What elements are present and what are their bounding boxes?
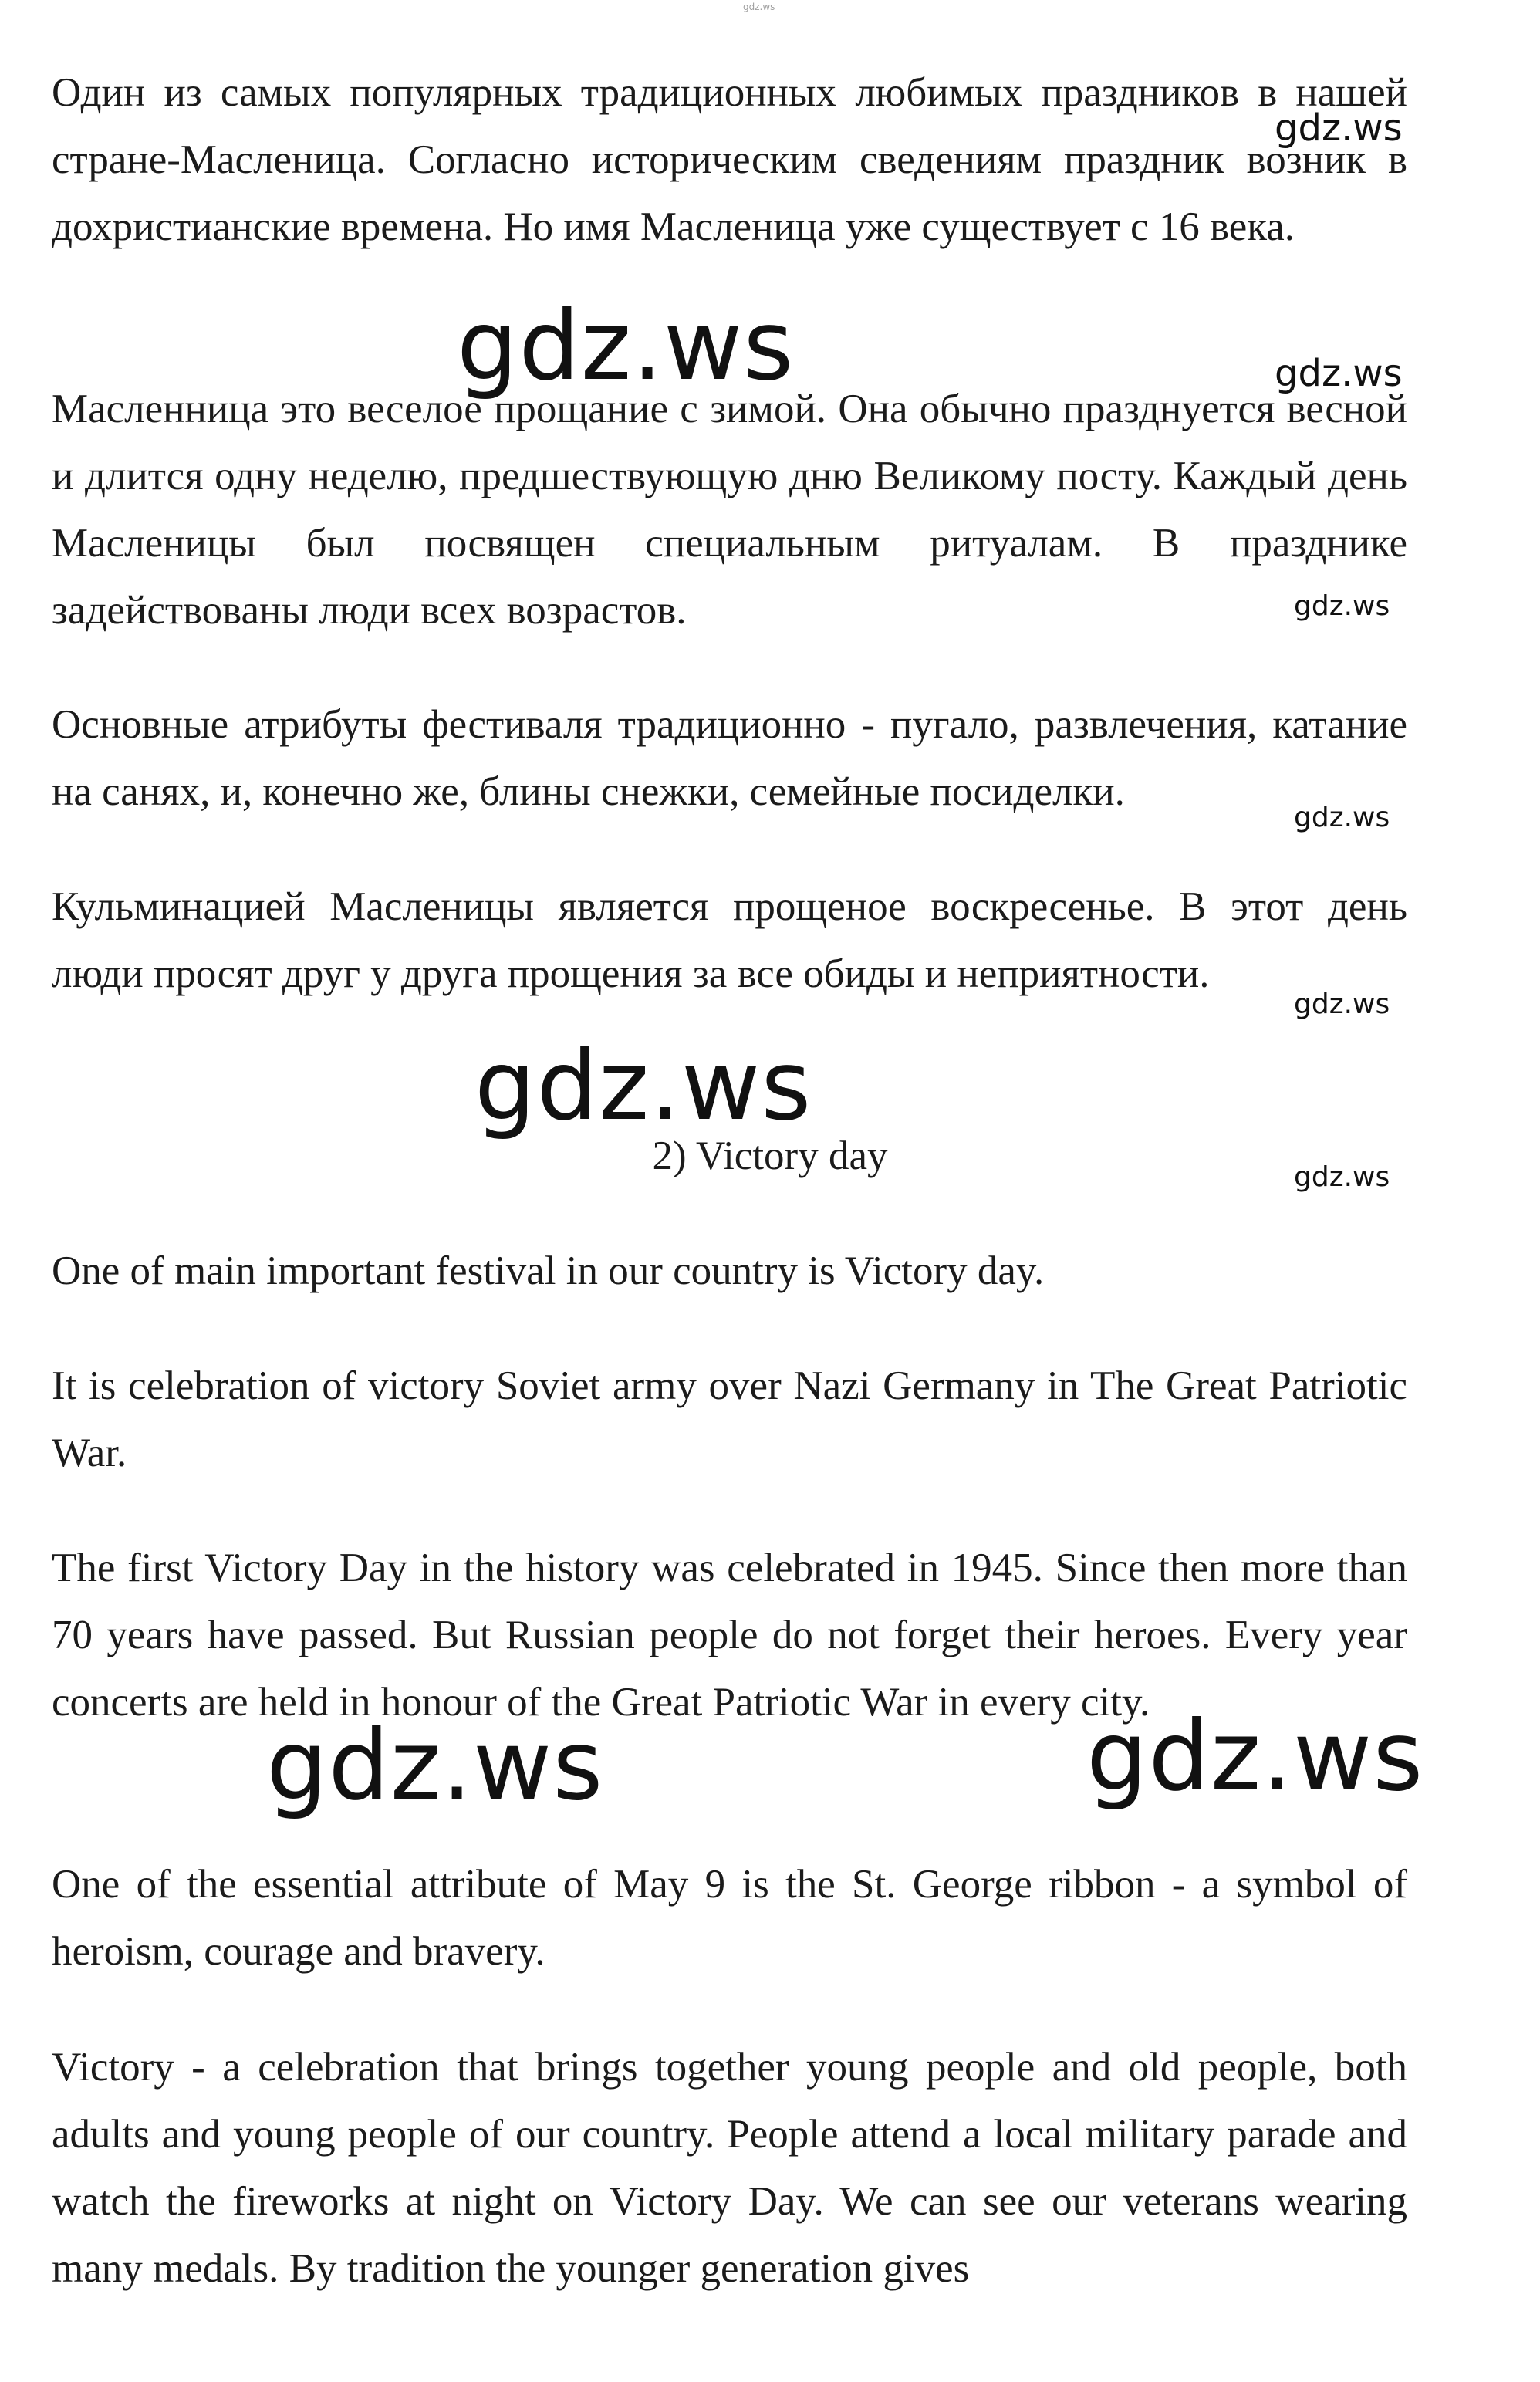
paragraph-victory-celebration: It is celebration of victory Soviet army over Nazi Germany in The Great Patriotic War. — [52, 1363, 1407, 1475]
watermark-top: gdz.ws — [743, 2, 775, 12]
watermark-small: gdz.ws — [1294, 590, 1390, 622]
paragraph-victory-generations: Victory - a celebration that brings together young people and old people, both adults and young people of our country. People attend a local military parade and watch the fireworks at night on Victory Day. We can see our veterans wearing many medals. By tradition the younger generation gives — [52, 2045, 1407, 2291]
paragraph-victory-intro: One of main important festival in our country is Victory day. — [52, 1248, 1045, 1293]
watermark-small: gdz.ws — [1294, 1161, 1390, 1193]
paragraph-victory-history: The first Victory Day in the history was celebrated in 1945. Since then more than 70 years have passed. But Russian people do not forget their heroes. Every year concerts are held in honour of the Great Patriotic War in every city. — [52, 1546, 1407, 1725]
paragraph-maslenitsa-attributes: Основные атрибуты фестиваля традиционно - пугало, развлечения, катание на санях, и, конечно же, блины снежки, семейные посиделки. — [52, 702, 1407, 814]
watermark-small: gdz.ws — [1294, 988, 1390, 1020]
paragraph-maslenitsa-farewell: Масленница это веселое прощание с зимой. Она обычно празднуется весной и длится одну неделю, предшествующую дню Великому посту. Каждый день Масленицы был посвящен специальным ритуалам. В празднике задействованы люди всех возрастов. — [52, 387, 1407, 633]
watermark-small: gdz.ws — [1294, 802, 1390, 833]
watermark-small: gdz.ws — [1275, 106, 1403, 150]
paragraph-maslenitsa-intro: Один из самых популярных традиционных любимых праздников в нашей стране-Масленица. Согласно историческим сведениям праздник возник в дохристианские времена. Но имя Масленица уже существует с 16 века. — [52, 70, 1407, 249]
watermark-large: gdz.ws — [457, 290, 795, 402]
watermark-large: gdz.ws — [266, 1710, 604, 1822]
watermark-small: gdz.ws — [1275, 352, 1403, 395]
paragraph-maslenitsa-culmination: Кульминацией Масленицы является прощеное воскресенье. В этот день люди просят друг у друга прощения за все обиды и неприятности. — [52, 884, 1407, 996]
watermark-large: gdz.ws — [474, 1030, 812, 1142]
paragraph-st-george-ribbon: One of the essential attribute of May 9 is the St. George ribbon - a symbol of heroism, courage and bravery. — [52, 1862, 1407, 1974]
section-heading: 2) Victory day — [652, 1134, 888, 1178]
watermark-large: gdz.ws — [1086, 1701, 1424, 1813]
